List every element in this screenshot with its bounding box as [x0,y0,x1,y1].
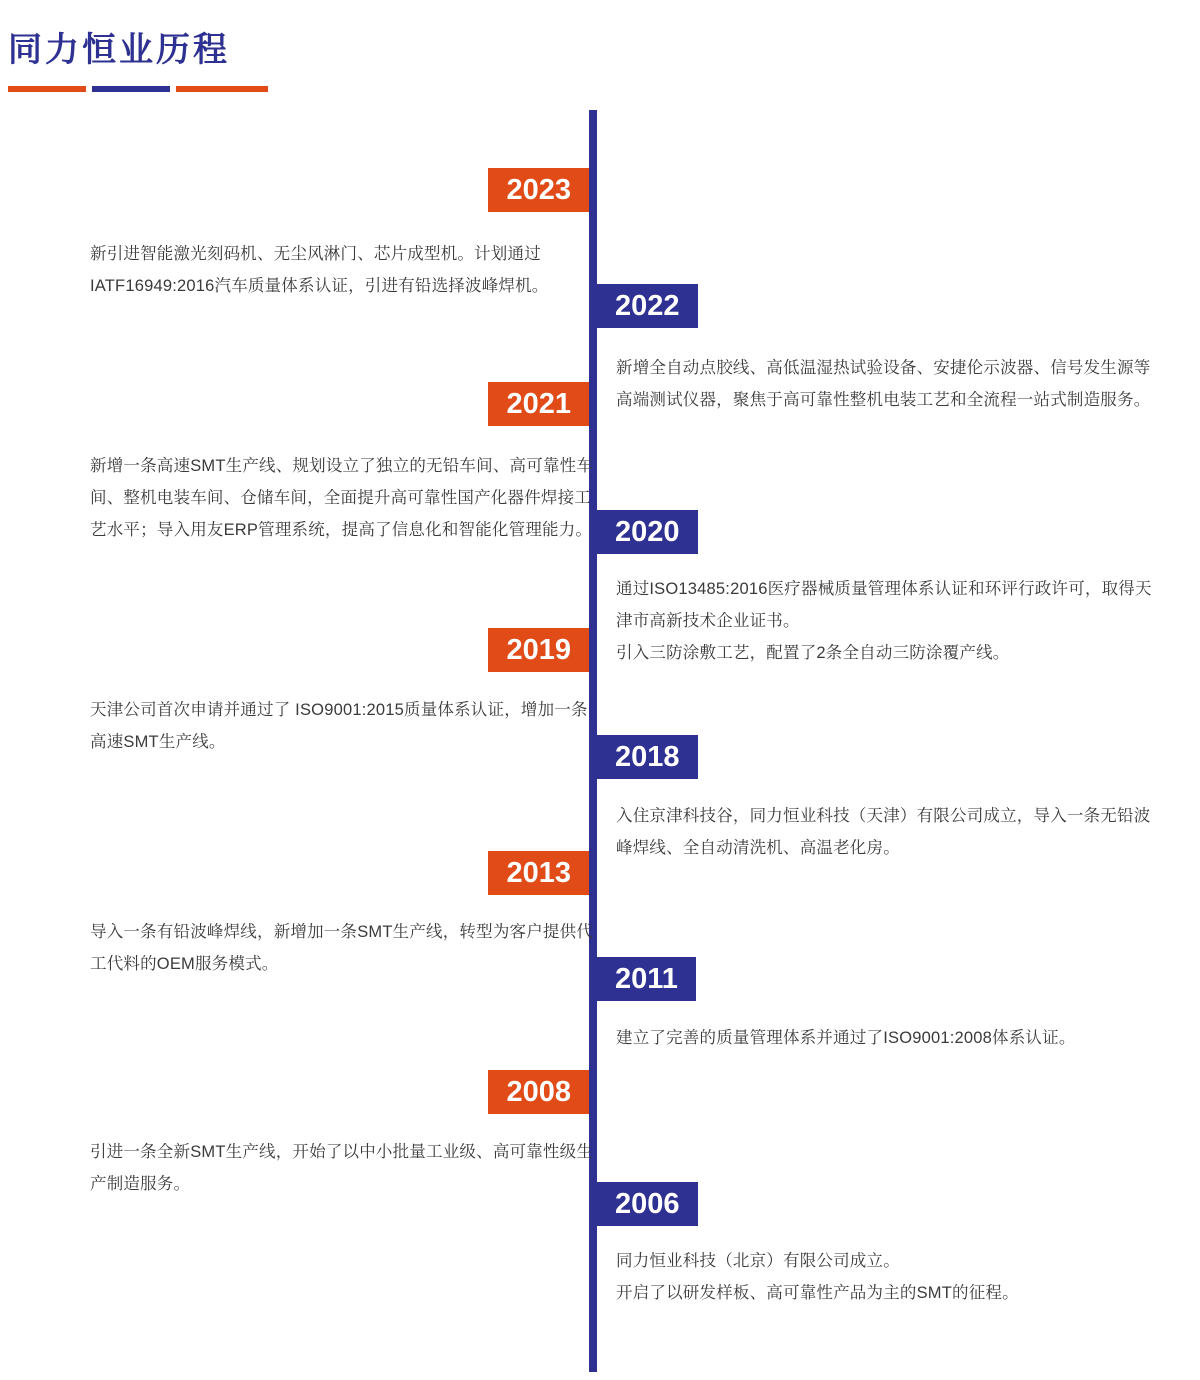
timeline-desc-2022-line-1: 新增全自动点胶线、高低温湿热试验设备、安捷伦示波器、信号发生源等高端测试仪器，聚焦于高可靠性整机电装工艺和全流程一站式制造服务。 [616,359,1151,409]
timeline-year-2013[interactable]: 2013 [488,851,589,895]
timeline-desc-2019 [90,694,600,758]
timeline-desc-2019-line-1: 天津公司首次申请并通过了 ISO9001:2015质量体系认证，增加一条高速SMT生产线。 [90,701,588,751]
page-title: 同力恒业历程 [8,31,230,69]
timeline-desc-2023-line-1: 新引进智能激光刻码机、无尘风淋门、芯片成型机。计划通过IATF16949:2016汽车质量体系认证，引进有铅选择波峰焊机。 [90,245,549,295]
timeline-desc-2011 [616,1022,1156,1054]
timeline-desc-2006-line-2: 开启了以研发样板、高可靠性产品为主的SMT的征程。 [616,1284,1019,1302]
timeline-desc-2011-line-1: 建立了完善的质量管理体系并通过了ISO9001:2008体系认证。 [616,1029,1076,1047]
timeline [0,110,1200,1380]
timeline-desc-2013-line-1: 导入一条有铅波峰焊线，新增加一条SMT生产线，转型为客户提供代工代料的OEM服务模式。 [90,923,594,973]
timeline-desc-2008 [90,1136,600,1200]
title-underline [8,86,268,92]
timeline-year-2020[interactable]: 2020 [597,510,698,554]
page-header [0,0,1200,110]
timeline-desc-2018-line-1: 入住京津科技谷，同力恒业科技（天津）有限公司成立，导入一条无铅波峰焊线、全自动清洗机、高温老化房。 [616,807,1151,857]
timeline-year-2023[interactable]: 2023 [488,168,589,212]
timeline-desc-2006-line-1: 同力恒业科技（北京）有限公司成立。 [616,1252,900,1270]
timeline-desc-2018 [616,800,1156,864]
timeline-desc-2022 [616,352,1156,416]
timeline-desc-2020 [616,573,1156,669]
timeline-desc-2021 [90,450,600,546]
timeline-year-2022[interactable]: 2022 [597,284,698,328]
underline-segment-orange-left [8,86,86,92]
timeline-desc-2006 [616,1245,1156,1309]
timeline-year-2021[interactable]: 2021 [488,382,589,426]
underline-segment-orange-right [176,86,268,92]
timeline-year-2019[interactable]: 2019 [488,628,589,672]
timeline-desc-2013 [90,916,600,980]
timeline-desc-2023 [90,238,600,302]
timeline-year-2008[interactable]: 2008 [488,1070,589,1114]
timeline-desc-2008-line-1: 引进一条全新SMT生产线，开始了以中小批量工业级、高可靠性级生产制造服务。 [90,1143,594,1193]
timeline-year-2018[interactable]: 2018 [597,735,698,779]
underline-segment-blue [92,86,170,92]
timeline-desc-2020-line-2: 引入三防涂敷工艺，配置了2条全自动三防涂覆产线。 [616,644,1010,662]
timeline-desc-2021-line-1: 新增一条高速SMT生产线、规划设立了独立的无铅车间、高可靠性车间、整机电装车间、仓储车间，全面提升高可靠性国产化器件焊接工艺水平；导入用友ERP管理系统，提高了信息化和智能化管理能力。 [90,457,594,539]
timeline-year-2011[interactable]: 2011 [597,957,696,1001]
timeline-desc-2020-line-1: 通过ISO13485:2016医疗器械质量管理体系认证和环评行政许可，取得天津市高新技术企业证书。 [616,580,1152,630]
timeline-year-2006[interactable]: 2006 [597,1182,698,1226]
